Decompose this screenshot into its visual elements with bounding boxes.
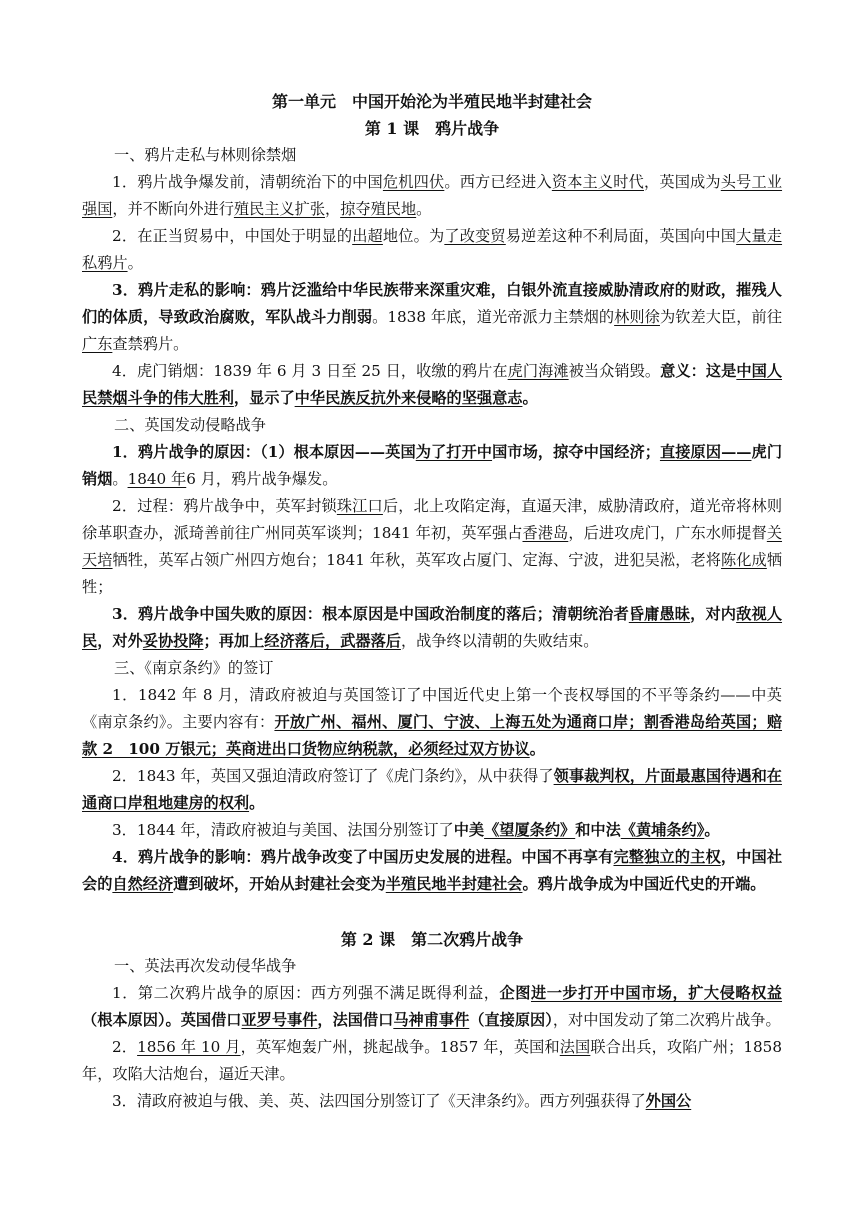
text-run: 。 xyxy=(112,470,128,488)
document-body xyxy=(82,88,782,1115)
text-run: 4．虎门销烟：1839 年 6 月 3 日至 25 日，收缴的鸦片在 xyxy=(112,362,508,380)
text-run: ，对外 xyxy=(97,632,143,650)
text-run: 和中法 xyxy=(575,821,621,839)
text-run: 虎门海滩 xyxy=(507,362,569,380)
text-run: 联合出兵，攻陷广州；1858 年，攻陷大沽炮台，逼近天津。 xyxy=(82,1038,783,1083)
text-run: 3．鸦片走私的影响：鸦片泛滥给中华民族带来深重灾难，白银外流直接威胁清政府的财政，摧残人们的体质，导致政治腐败，军队战斗力削弱 xyxy=(82,281,782,326)
text-run: 妥协投降 xyxy=(142,632,204,650)
text-run: 易逆差这种不利局面，英国向中国 xyxy=(505,227,737,245)
unit-title: 第一单元 中国开始沦为半殖民地半封建社会 xyxy=(271,92,592,111)
text-run: 为了打开中 xyxy=(415,443,493,461)
text-run: 外国公 xyxy=(645,1092,692,1110)
paragraph xyxy=(82,1088,782,1115)
paragraph xyxy=(82,682,782,763)
text-run: ，战争终以清朝的失败结束。 xyxy=(400,632,599,650)
text-run: 企图 xyxy=(499,984,531,1002)
text-run: （直接原因） xyxy=(469,1011,553,1029)
text-run: 马神甫事件 xyxy=(393,1011,470,1029)
paragraph xyxy=(82,601,782,655)
text-run: 3．清政府被迫与俄、美、英、法四国分别签订了《天津条约》。西方列强获得了 xyxy=(112,1092,646,1110)
text-run: ，英国成为 xyxy=(643,173,721,191)
text-run: ，法国借口 xyxy=(317,1011,394,1029)
text-run: 中华民族反抗外来侵略的坚强意志 xyxy=(294,389,523,407)
paragraph xyxy=(82,980,782,1034)
text-run: 。西方已经进入 xyxy=(444,173,552,191)
paragraph xyxy=(82,844,782,898)
text-run: 香港岛 xyxy=(522,524,569,542)
text-run: 珠江口 xyxy=(336,497,383,515)
text-run: 直接原因—— xyxy=(659,443,752,461)
text-run: 。1838 年底，道光帝派力主禁烟的 xyxy=(372,308,615,326)
text-run: ，对内 xyxy=(690,605,737,623)
text-run: 完整独立的主权 xyxy=(613,848,721,866)
text-run: 3．1844 年，清政府被迫与美国、法国分别签订了 xyxy=(112,821,454,839)
text-run: ，并不断向外进行 xyxy=(112,200,234,218)
text-run: 1840 年 xyxy=(127,470,187,488)
text-run: 2． xyxy=(112,1038,138,1056)
text-run: 林则徐 xyxy=(614,308,660,326)
text-run: 了改变贸 xyxy=(444,227,506,245)
paragraph xyxy=(82,439,782,493)
text-run: ，显示了 xyxy=(233,389,295,407)
text-run: 资本主义时代 xyxy=(551,173,644,191)
paragraph xyxy=(82,493,782,601)
text-run: 虎门销烟 xyxy=(82,443,783,488)
text-run: 1．1842 年 8 月，清政府被迫与英国签订了中国近代史上第一个丧权辱国的不平等条约——中英《南京条约》。主要内容有： xyxy=(82,686,782,731)
section-heading: 三、《南京条约》的签订 xyxy=(114,659,274,677)
text-run: 查禁鸦片。 xyxy=(112,335,189,353)
text-run: 6 月，鸦片战争爆发。 xyxy=(186,470,338,488)
text-run: 。 xyxy=(522,389,538,407)
text-run: 后，北上攻陷定海，直逼天津，威胁清政府，道光帝将林则徐革职查办，派琦善前往广州同英军谈判；1841 年初，英军强占 xyxy=(82,497,783,542)
text-run: ；再加上 xyxy=(203,632,265,650)
paragraph xyxy=(82,223,782,277)
text-run: 出超 xyxy=(352,227,383,245)
section-heading: 二、英国发动侵略战争 xyxy=(114,416,266,434)
text-run: （根本原因）。英国借口 xyxy=(82,1011,242,1029)
text-run: 遭到破坏，开始从封建社会变为 xyxy=(173,875,386,893)
text-run: 殖民主义扩张 xyxy=(233,200,325,218)
text-run: 牺牲，英军占领广州四方炮台；1841 年秋，英军攻占厦门、定海、宁波，进犯吴淞，老将 xyxy=(112,551,722,569)
lesson-2-title: 第 2 课 第二次鸦片战争 xyxy=(340,930,524,949)
text-run: 2．过程：鸦片战争中，英军封锁 xyxy=(112,497,337,515)
text-run: 被当众销毁。 xyxy=(568,362,661,380)
text-run: 牺牲； xyxy=(82,551,783,596)
text-run: 危机四伏 xyxy=(382,173,445,191)
text-run: 大量走私鸦片 xyxy=(82,227,783,272)
text-run: 1．鸦片战争爆发前，清朝统治下的中国 xyxy=(112,173,383,191)
text-run: ， xyxy=(325,200,341,218)
text-run: 亚罗号事件 xyxy=(241,1011,318,1029)
text-run: ，后进攻虎门，广东水师提督 xyxy=(568,524,767,542)
section-heading: 一、英法再次发动侵华战争 xyxy=(114,957,297,975)
text-run: 2．1843 年，英国又强迫清政府签订了《虎门条约》，从中获得了 xyxy=(112,767,554,785)
text-run: 。 xyxy=(249,794,265,812)
text-run: 意义：这是 xyxy=(660,362,737,380)
text-run: 1．鸦片战争的原因：（1）根本原因——英国 xyxy=(112,443,416,461)
text-run: 昏庸愚昧 xyxy=(628,605,691,623)
text-run: ，对中国发动了第二次鸦片战争。 xyxy=(552,1011,781,1029)
text-run: 地位。为 xyxy=(382,227,445,245)
text-run: 法国 xyxy=(559,1038,591,1056)
text-run: 。 xyxy=(529,740,545,758)
text-run: 。 xyxy=(416,200,432,218)
text-run: 1856 年 10 月 xyxy=(137,1038,241,1056)
text-run: ，中国社会的 xyxy=(82,848,783,893)
text-run: 敌视人民 xyxy=(82,605,783,650)
text-run: 进一步打开中国市场，扩大侵略权益 xyxy=(530,984,783,1002)
text-run: 4．鸦片战争的影响：鸦片战争改变了中国历史发展的进程。中国不再享有 xyxy=(112,848,614,866)
text-run: 头号工业强国 xyxy=(82,173,783,218)
text-run: ，英军炮轰广州，挑起战争。1857 年，英国和 xyxy=(240,1038,560,1056)
text-run: 。 xyxy=(704,821,720,839)
paragraph xyxy=(82,358,782,412)
text-run: 《望厦条约》 xyxy=(484,821,576,839)
text-run: 中美 xyxy=(453,821,485,839)
section-heading: 一、鸦片走私与林则徐禁烟 xyxy=(114,146,297,164)
paragraph xyxy=(82,169,782,223)
text-run: 国市场，掠夺中国经济； xyxy=(492,443,660,461)
text-run: 关天培 xyxy=(82,524,783,569)
paragraph xyxy=(82,1034,782,1088)
text-run: 经济落后，武器落后 xyxy=(264,632,401,650)
text-run: 中国人民禁烟斗争的伟大胜利 xyxy=(82,362,783,407)
spacer xyxy=(82,898,782,926)
paragraph xyxy=(82,817,782,844)
text-run: 自然经济 xyxy=(112,875,174,893)
lesson-1-title: 第 1 课 鸦片战争 xyxy=(364,119,500,138)
text-run: 。 xyxy=(127,254,143,272)
text-run: 3．鸦片战争中国失败的原因：根本原因是中国政治制度的落后；清朝统治者 xyxy=(112,605,629,623)
text-run: 2．在正当贸易中，中国处于明显的 xyxy=(112,227,353,245)
text-run: 。鸦片战争成为中国近代史的开端。 xyxy=(522,875,766,893)
text-run: 开放广州、福州、厦门、宁波、上海五处为通商口岸；割香港岛给英国；赔款 2 100 万银元；英商进出口货物应纳税款，必须经过双方协议 xyxy=(82,713,783,758)
paragraph xyxy=(82,277,782,358)
paragraph xyxy=(82,763,782,817)
text-run: 1．第二次鸦片战争的原因：西方列强不满足既得利益， xyxy=(112,984,500,1002)
text-run: 广东 xyxy=(82,335,113,353)
text-run: 半殖民地半封建社会 xyxy=(385,875,523,893)
text-run: 为钦差大臣，前往 xyxy=(659,308,783,326)
text-run: 掠夺殖民地 xyxy=(340,200,417,218)
text-run: 领事裁判权，片面最惠国待遇和在通商口岸租地建房的权利 xyxy=(82,767,782,812)
text-run: 《黄埔条约》 xyxy=(620,821,705,839)
text-run: 陈化成 xyxy=(721,551,767,569)
